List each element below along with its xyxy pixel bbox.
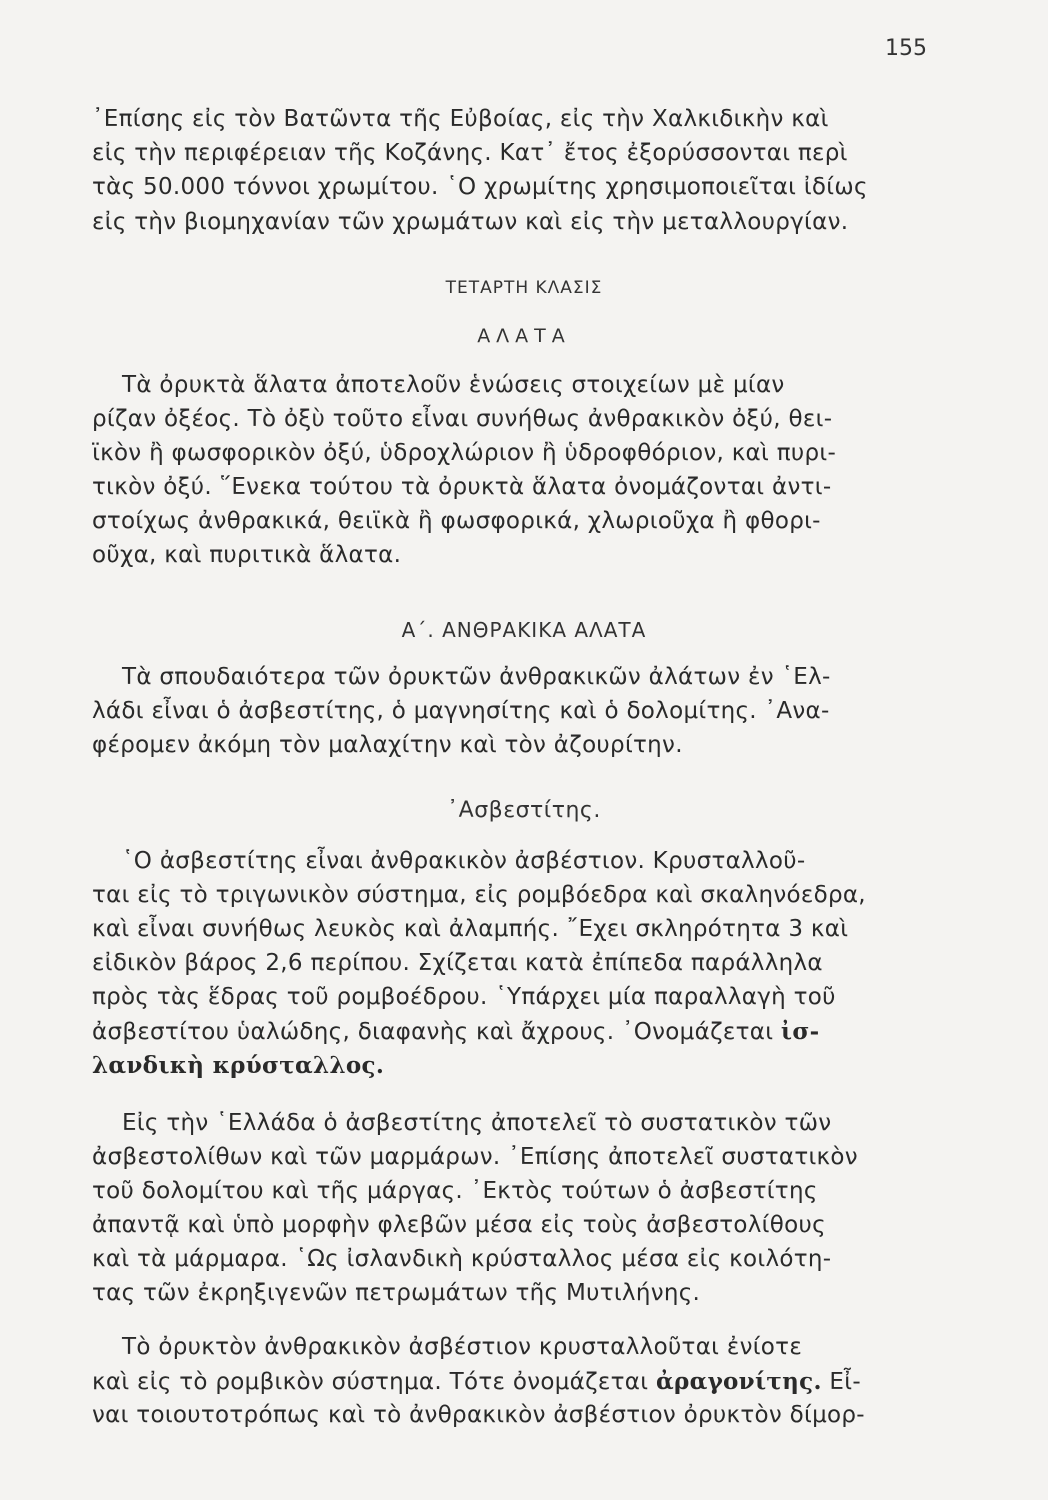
text-line: καὶ τὰ μάρμαρα. ῾Ως ἰσλανδικὴ κρύσταλλος μέσα εἰς κοιλότη-: [92, 1246, 832, 1272]
text-line: τὰς 50.000 τόννοι χρωμίτου. ῾Ο χρωμίτης χρησιμοποιεῖται ἰδίως: [92, 174, 868, 200]
term-bold: ἀραγονίτης.: [655, 1368, 822, 1395]
text-line: τικὸν ὀξύ. ῞Ενεκα τούτου τὰ ὀρυκτὰ ἅλατα ὀνομάζονται ἀντι-: [92, 474, 832, 500]
term-bold: λανδικὴ κρύσταλλος.: [92, 1052, 385, 1079]
text-line: τοῦ δολομίτου καὶ τῆς μάργας. ᾿Εκτὸς τούτων ὁ ἀσβεστίτης: [92, 1178, 818, 1204]
text-line: ναι τοιουτοτρόπως καὶ τὸ ἀνθρακικὸν ἀσβέστιον ὀρυκτὸν δίμορ-: [92, 1402, 865, 1428]
text-line: ϊκὸν ἢ φωσφορικὸν ὀξύ, ὑδροχλώριον ἢ ὑδροφθόριον, καὶ πυρι-: [92, 440, 837, 466]
text-line: Τὰ σπουδαιότερα τῶν ὀρυκτῶν ἀνθρακικῶν ἀλάτων ἐν ῾Ελ-: [122, 664, 831, 690]
text-line: ᾿Επίσης εἰς τὸν Βατῶντα τῆς Εὐβοίας, εἰς τὴν Χαλκιδικὴν καὶ: [92, 106, 829, 132]
text-line: ῾Ο ἀσβεστίτης εἶναι ἀνθρακικὸν ἀσβέστιον. Κρυσταλλοῦ-: [122, 848, 806, 874]
text-line: εἰς τὴν βιομηχανίαν τῶν χρωμάτων καὶ εἰς τὴν μεταλλουργίαν.: [92, 209, 849, 235]
heading-section: Α΄. ΑΝΘΡΑΚΙΚΑ ΑΛΑΤΑ: [401, 618, 647, 642]
heading-subsection: ᾿Ασβεστίτης.: [447, 798, 601, 823]
heading-class: ΤΕΤΑΡΤΗ ΚΛΑΣΙΣ: [445, 278, 603, 298]
heading-alata: ΑΛΑΤΑ: [477, 325, 571, 347]
text-line: [92, 1052, 384, 1079]
text-line: Τὸ ὀρυκτὸν ἀνθρακικὸν ἀσβέστιον κρυσταλλοῦται ἐνίοτε: [122, 1334, 803, 1360]
text-segment: ἀσβεστίτου ὑαλώδης, διαφανὴς καὶ ἄχρους. ᾿Ονομάζεται: [92, 1019, 781, 1045]
text-line: λάδι εἶναι ὁ ἀσβεστίτης, ὁ μαγνησίτης καὶ ὁ δολομίτης. ᾿Ανα-: [92, 698, 830, 724]
text-segment: Εἶ-: [821, 1369, 861, 1395]
text-line: οῦχα, καὶ πυριτικὰ ἅλατα.: [92, 542, 402, 568]
text-line: ἀπαντᾷ καὶ ὑπὸ μορφὴν φλεβῶν μέσα εἰς τοὺς ἀσβεστολίθους: [92, 1212, 826, 1238]
text-line: τας τῶν ἐκρηξιγενῶν πετρωμάτων τῆς Μυτιλήνης.: [92, 1280, 701, 1306]
page-number: 155: [885, 36, 927, 61]
text-line: εἰς τὴν περιφέρειαν τῆς Κοζάνης. Κατ᾿ ἔτος ἐξορύσσονται περὶ: [92, 140, 848, 166]
text-line: Εἰς τὴν ῾Ελλάδα ὁ ἀσβεστίτης ἀποτελεῖ τὸ συστατικὸν τῶν: [122, 1110, 832, 1136]
text-line: ἀσβεστολίθων καὶ τῶν μαρμάρων. ᾿Επίσης ἀποτελεῖ συστατικὸν: [92, 1144, 858, 1170]
text-line: καὶ εἶναι συνήθως λευκὸς καὶ ἀλαμπής. ῎Εχει σκληρότητα 3 καὶ: [92, 916, 849, 942]
text-line: [92, 1018, 819, 1045]
text-line: Τὰ ὀρυκτὰ ἅλατα ἀποτελοῦν ἑνώσεις στοιχείων μὲ μίαν: [122, 372, 785, 398]
text-line: ται εἰς τὸ τριγωνικὸν σύστημα, εἰς ρομβόεδρα καὶ σκαληνόεδρα,: [92, 882, 866, 908]
text-line: [92, 1368, 861, 1395]
text-line: στοίχως ἀνθρακικά, θειϊκὰ ἢ φωσφορικά, χλωριοῦχα ἢ φθορι-: [92, 508, 821, 534]
text-line: ρίζαν ὀξέος. Τὸ ὀξὺ τοῦτο εἶναι συνήθως ἀνθρακικὸν ὀξύ, θει-: [92, 406, 833, 432]
text-line: φέρομεν ἀκόμη τὸν μαλαχίτην καὶ τὸν ἀζουρίτην.: [92, 732, 683, 758]
text-segment: καὶ εἰς τὸ ρομβικὸν σύστημα. Τότε ὀνομάζεται: [92, 1369, 656, 1395]
term-bold: ἰσ-: [780, 1018, 820, 1045]
text-line: πρὸς τὰς ἕδρας τοῦ ρομβοέδρου. ῾Υπάρχει μία παραλλαγὴ τοῦ: [92, 984, 836, 1010]
text-line: εἰδικὸν βάρος 2,6 περίπου. Σχίζεται κατὰ ἐπίπεδα παράλληλα: [92, 950, 823, 976]
